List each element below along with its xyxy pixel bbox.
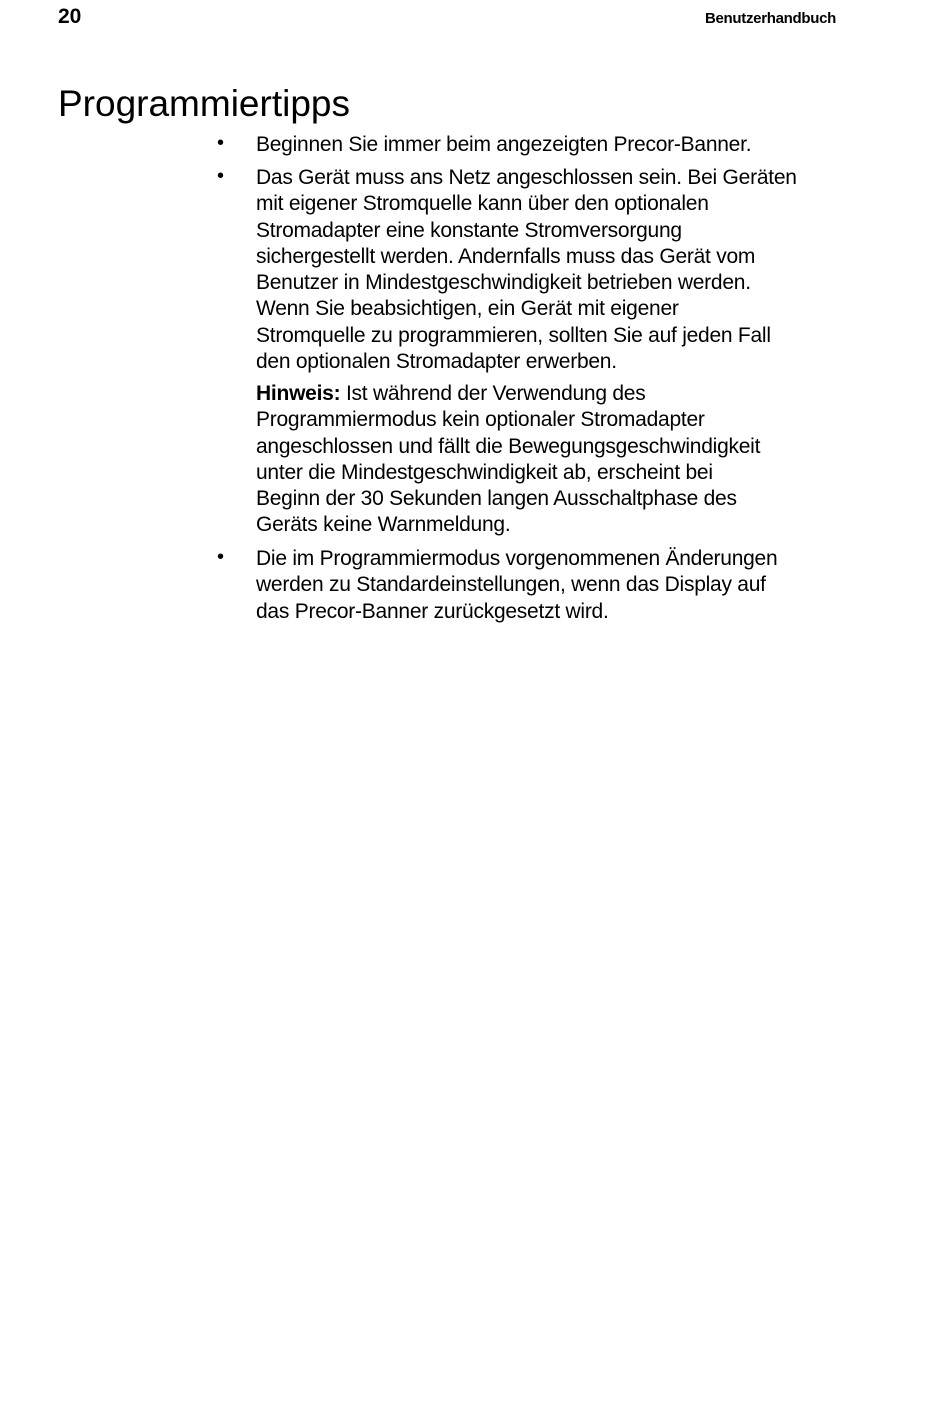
page-number: 20 bbox=[58, 5, 82, 28]
text-line: Programmiermodus kein optionaler Stromadapter bbox=[256, 408, 705, 432]
text-line: werden zu Standardeinstellungen, wenn das Display auf bbox=[256, 573, 766, 597]
text-line: Stromadapter eine konstante Stromversorgung bbox=[256, 218, 682, 242]
text-line: Die im Programmiermodus vorgenommenen Änderungen bbox=[256, 547, 778, 570]
text-line: das Precor-Banner zurückgesetzt wird. bbox=[256, 599, 609, 623]
bullet-item-3 bbox=[256, 546, 777, 625]
bullet-icon: • bbox=[217, 165, 225, 187]
text-line: unter die Mindestgeschwindigkeit ab, erscheint bei bbox=[256, 460, 713, 484]
bullet-item-1 bbox=[256, 132, 751, 158]
text-line: Benutzer in Mindestgeschwindigkeit betrieben werden. bbox=[256, 271, 751, 295]
text-line: Wenn Sie beabsichtigen, ein Gerät mit eigener bbox=[256, 297, 679, 321]
text-line: angeschlossen und fällt die Bewegungsgeschwindigkeit bbox=[256, 434, 761, 458]
text-line bbox=[256, 381, 760, 407]
text-line: Beginnen Sie immer beim angezeigten Precor-Banner. bbox=[256, 133, 752, 156]
note-paragraph bbox=[256, 381, 760, 539]
text-line: Geräts keine Warnmeldung. bbox=[256, 513, 511, 537]
text-line: mit eigener Stromquelle kann über den optionalen bbox=[256, 192, 709, 216]
text-line: Stromquelle zu programmieren, sollten Sie auf jeden Fall bbox=[256, 323, 771, 347]
bullet-icon: • bbox=[217, 132, 225, 154]
text-line: Beginn der 30 Sekunden langen Ausschaltphase des bbox=[256, 487, 737, 511]
note-label: Hinweis: bbox=[256, 382, 341, 405]
text-line: sichergestellt werden. Andernfalls muss das Gerät vom bbox=[256, 244, 756, 268]
bullet-icon: • bbox=[217, 546, 225, 568]
running-title: Benutzerhandbuch bbox=[704, 10, 836, 27]
section-title: Programmiertipps bbox=[58, 83, 350, 124]
note-first-line: Ist während der Verwendung des bbox=[340, 382, 646, 405]
bullet-item-2 bbox=[256, 165, 797, 375]
text-line: Das Gerät muss ans Netz angeschlossen sein. Bei Geräten bbox=[256, 166, 797, 189]
text-line: den optionalen Stromadapter erwerben. bbox=[256, 350, 617, 374]
